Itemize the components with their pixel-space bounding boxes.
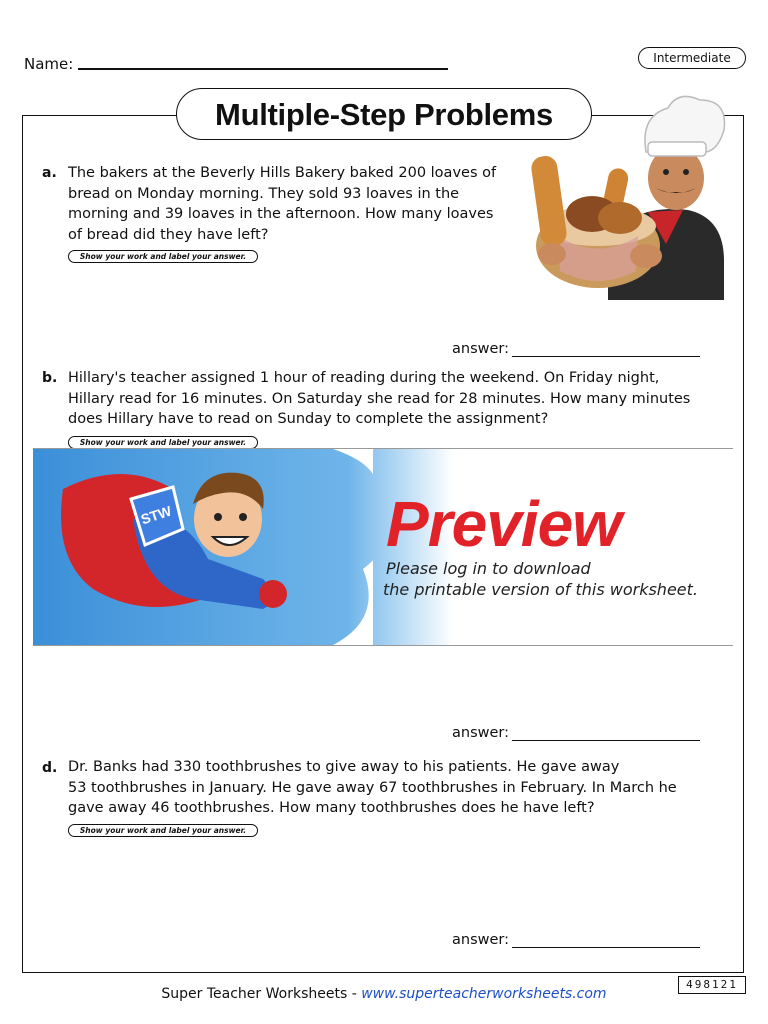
baguette: [530, 154, 568, 247]
question-a-line: The bakers at the Beverly Hills Bakery baked 200 loaves of: [68, 165, 497, 181]
question-d-answer-line[interactable]: [512, 947, 700, 948]
question-b-line: Hillary's teacher assigned 1 hour of reading during the weekend. On Friday night,: [68, 370, 660, 386]
question-b-line: does Hillary have to read on Sunday to complete the assignment?: [68, 411, 549, 427]
badge-text: STW: [138, 502, 174, 528]
question-a-work-label: Show your work and label your answer.: [68, 250, 258, 263]
question-a-letter: a.: [42, 165, 57, 181]
question-a-line: bread on Monday morning. They sold 93 loaves in the: [68, 185, 460, 202]
footer-link[interactable]: www.superteacherworksheets.com: [361, 986, 607, 1002]
question-d-text: [68, 757, 677, 819]
question-b-work-label: Show your work and label your answer.: [68, 436, 258, 449]
level-badge: Intermediate: [638, 47, 746, 69]
preview-message-line-1: Please log in to download: [386, 559, 591, 578]
preview-title: Preview: [386, 488, 621, 560]
name-input-line[interactable]: [78, 68, 448, 70]
preview-message-line-2: the printable version of this worksheet.: [383, 580, 698, 599]
preview-banner: [33, 448, 733, 646]
question-b-letter: b.: [42, 370, 58, 386]
question-a-answer-line[interactable]: [512, 356, 700, 357]
question-c-answer-line[interactable]: [512, 740, 700, 741]
question-b-text: [68, 368, 690, 430]
superhero-mascot: [33, 449, 373, 645]
page-title: Multiple-Step Problems: [176, 88, 592, 140]
worksheet-code: 498121: [678, 976, 746, 994]
question-d-letter: d.: [42, 760, 58, 776]
question-d-line: Dr. Banks had 330 toothbrushes to give away to his patients. He gave away: [68, 759, 620, 775]
footer: [0, 986, 768, 1002]
question-c-answer-label: answer:: [452, 725, 510, 741]
question-d-work-label: Show your work and label your answer.: [68, 824, 258, 837]
question-d-line: 53 toothbrushes in January. He gave away 67 toothbrushes in February. In March he: [68, 779, 677, 796]
question-d-line: gave away 46 toothbrushes. How many toothbrushes does he have left?: [68, 800, 595, 816]
question-a-line: of bread did they have left?: [68, 226, 269, 243]
question-a-line: morning and 39 loaves in the afternoon. How many loaves: [68, 206, 494, 222]
question-d-answer-label: answer:: [452, 932, 510, 948]
name-label: Name:: [24, 55, 74, 73]
question-a-answer-label: answer:: [452, 341, 510, 357]
footer-site-name: Super Teacher Worksheets -: [161, 986, 362, 1002]
hero-glove: [259, 580, 287, 608]
question-a-text: [68, 163, 496, 245]
cloud-shape: [333, 449, 373, 645]
question-b-line: Hillary read for 16 minutes. On Saturday she read for 28 minutes. How many minutes: [68, 390, 691, 407]
baker-illustration: [528, 86, 744, 304]
